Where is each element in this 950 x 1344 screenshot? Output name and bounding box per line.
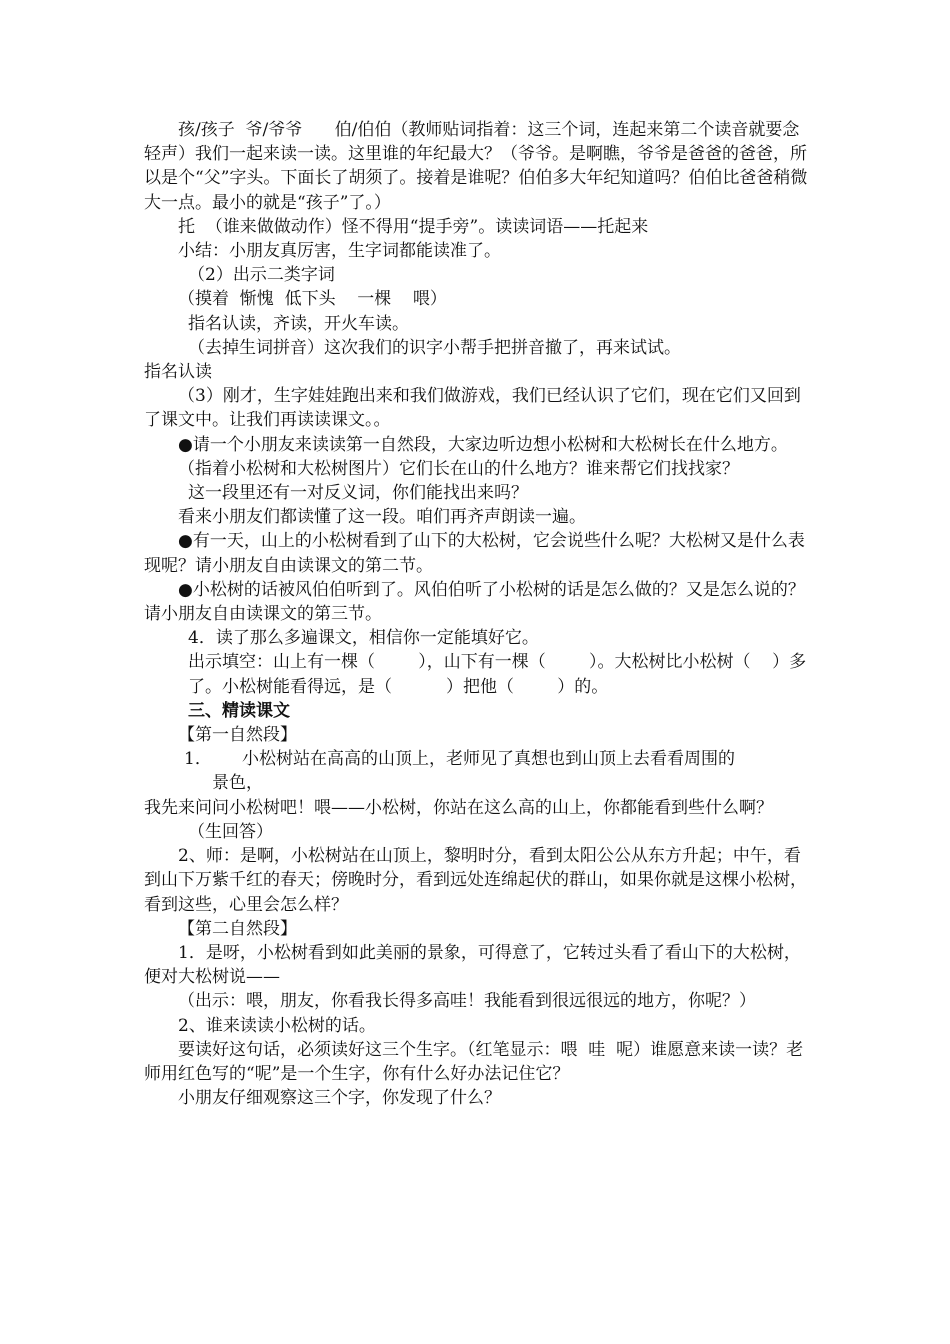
document-body (144, 118, 808, 1110)
paragraph: 指名认读，齐读，开火车读。 (188, 313, 409, 334)
paragraph: （出示：喂，朋友，你看我长得多高哇！我能看到很远很远的地方，你呢？） (178, 991, 756, 1012)
paragraph: （2）出示二类字词 (188, 265, 335, 286)
paragraph: 孩/孩子 爷/爷爷 伯/伯伯（教师贴词指着：这三个词，连起来第二个读音就要念轻声）我们一起来读一读。这里谁的年纪最大？（爷爷。是啊瞧，爷爷是爸爸的爸爸，所以是个“父”字头。下面长了胡须了。接着是谁呢？伯伯多大年纪知道吗？伯伯比爸爸稍微大一点。最小的就是“孩子”了。） (144, 120, 808, 213)
paragraph: 看来小朋友们都读懂了这一段。咱们再齐声朗读一遍。 (178, 507, 586, 528)
lesson-text-part-2 (144, 796, 808, 1111)
paragraph: 【第二自然段】 (178, 918, 297, 939)
paragraph: 【第一自然段】 (178, 725, 297, 746)
item-text-continuation: 景色， (212, 773, 263, 794)
paragraph: 出示填空：山上有一棵（ ），山下有一棵（ ）。大松树比小松树（ ）多了。小松树能看得远，是（ ）把他（ ）的。 (188, 652, 807, 697)
paragraph: 托 （谁来做做动作）怪不得用“提手旁”。读读词语——托起来 (178, 216, 649, 237)
paragraph: （生回答） (188, 821, 273, 842)
paragraph: （摸着 惭愧 低下头 一棵 喂） (178, 289, 447, 310)
paragraph: 1．是呀，小松树看到如此美丽的景象，可得意了，它转过头看了看山下的大松树，便对大松树说—— (144, 942, 801, 988)
paragraph: 三、精读课文 (188, 700, 290, 721)
lesson-text-part-1 (144, 118, 808, 747)
paragraph: 2、师：是啊，小松树站在山顶上，黎明时分，看到太阳公公从东方升起；中午，看到山下万紫千红的春天；傍晚时分，看到远处连绵起伏的群山，如果你就是这棵小松树，看到这些，心里会怎么样？ (144, 846, 807, 915)
numbered-item-1 (144, 747, 808, 771)
paragraph: ●小松树的话被风伯伯听到了。风伯伯听了小松树的话是怎么做的？又是怎么说的？请小朋友自由读课文的第三节。 (144, 579, 805, 625)
paragraph: 这一段里还有一对反义词，你们能找出来吗？ (188, 483, 528, 504)
paragraph: 小朋友仔细观察这三个字，你发现了什么？ (178, 1088, 501, 1109)
paragraph: 小结：小朋友真厉害，生字词都能读准了。 (178, 241, 501, 262)
paragraph: 2、谁来读读小松树的话。 (178, 1015, 376, 1036)
paragraph: （去掉生词拼音）这次我们的识字小帮手把拼音撤了，再来试试。 (188, 337, 681, 358)
paragraph: 指名认读 (144, 362, 212, 383)
item-text: 小松树站在高高的山顶上，老师见了真想也到山顶上去看看周围的 (242, 749, 735, 770)
item-number: 1． (184, 749, 212, 770)
paragraph: 4．读了那么多遍课文，相信你一定能填好它。 (188, 628, 539, 649)
paragraph: （指着小松树和大松树图片）它们长在山的什么地方？谁来帮它们找找家？ (178, 458, 739, 479)
paragraph: 要读好这句话，必须读好这三个生字。（红笔显示：喂 哇 呢）谁愿意来读一读？老师用红色写的“呢”是一个生字，你有什么好办法记住它？ (144, 1039, 804, 1084)
paragraph: ●有一天，山上的小松树看到了山下的大松树，它会说些什么呢？大松树又是什么表现呢？请小朋友自由读课文的第二节。 (144, 531, 805, 576)
paragraph: ●请一个小朋友来读读第一自然段，大家边听边想小松树和大松树长在什么地方。 (178, 434, 788, 455)
paragraph: （3）刚才，生字娃娃跑出来和我们做游戏，我们已经认识了它们，现在它们又回到了课文中。让我们再读读课文。。 (144, 386, 801, 431)
paragraph: 我先来问问小松树吧！喂——小松树，你站在这么高的山上，你都能看到些什么啊？ (144, 797, 773, 818)
